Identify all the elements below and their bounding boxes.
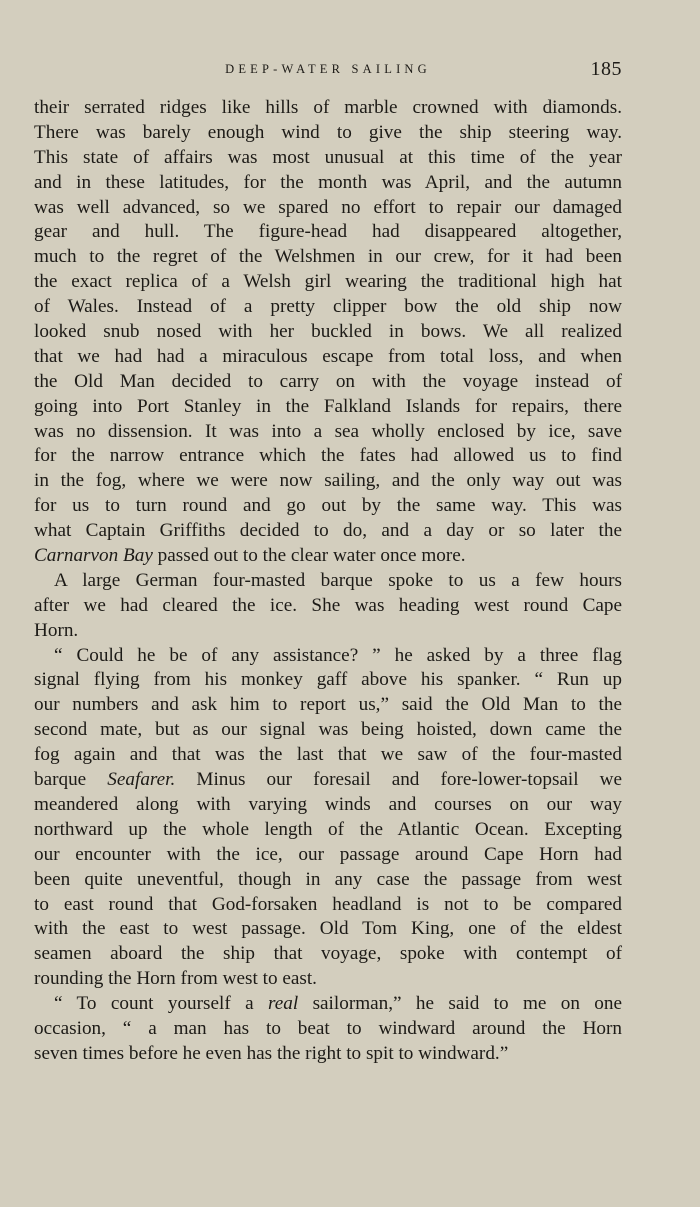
text-fragment: sailorman,” he said to me on one — [312, 993, 623, 1015]
text-line: was well advanced, so we spared no effort to repair our damaged — [34, 196, 622, 218]
text-line: and in these latitudes, for the month was April, and the autumn — [34, 171, 622, 193]
text-line — [34, 768, 622, 793]
text-line: much to the regret of the Welshmen in our crew, for it had been — [34, 246, 622, 268]
text-line: their serrated ridges like hills of marble crowned with diamonds. — [34, 97, 622, 118]
text-line: There was barely enough wind to give the ship steering way. — [34, 121, 622, 143]
text-fragment: “ To count yourself a — [54, 993, 254, 1015]
text-line — [34, 544, 622, 569]
text-fragment: barque — [34, 769, 87, 791]
text-line: fog again and that was the last that we saw of the four-masted — [34, 744, 622, 766]
text-line: to east round that God-forsaken headland is not to be compared — [34, 893, 622, 915]
text-line: second mate, but as our signal was being hoisted, down came the — [34, 719, 622, 741]
text-line: northward up the whole length of the Atlantic Ocean. Excepting — [34, 818, 622, 840]
text-fragment: passed out to the clear water once more. — [157, 545, 466, 567]
emphasis: real — [268, 993, 299, 1015]
text-line: been quite uneventful, though in any case the passage from west — [34, 868, 622, 890]
text-line — [34, 992, 622, 1017]
text-line: our numbers and ask him to report us,” said the Old Man to the — [34, 694, 622, 716]
page-number: 185 — [590, 58, 622, 80]
text-line: A large German four-masted barque spoke to us a few hours — [54, 569, 622, 591]
text-line: seven times before he even has the right to spit to windward.” — [34, 1042, 509, 1064]
text-line: looked snub nosed with her buckled in bows. We all realized — [34, 321, 622, 343]
text-line: meandered along with varying winds and courses on our way — [34, 793, 622, 815]
ship-name: Carnarvon Bay — [34, 545, 153, 567]
body-text — [34, 96, 622, 1067]
text-line: Horn. — [34, 619, 79, 641]
text-line: the Old Man decided to carry on with the voyage instead of — [34, 370, 622, 392]
text-line: seamen aboard the ship that voyage, spoke with contempt of — [34, 943, 622, 965]
text-line: for us to turn round and go out by the same way. This was — [34, 495, 622, 517]
ship-name: Seafarer. — [107, 769, 176, 791]
text-line: with the east to west passage. Old Tom King, one of the eldest — [34, 918, 622, 940]
text-line: signal flying from his monkey gaff above his spanker. “ Run up — [34, 669, 622, 691]
text-line: going into Port Stanley in the Falkland Islands for repairs, there — [34, 395, 622, 417]
text-line: for the narrow entrance which the fates had allowed us to find — [34, 445, 622, 467]
running-title: DEEP-WATER SAILING — [225, 62, 431, 76]
text-fragment: Minus our foresail and fore-lower-topsail we — [196, 769, 623, 791]
text-line: rounding the Horn from west to east. — [34, 968, 317, 990]
text-line: “ Could he be of any assistance? ” he asked by a three flag — [54, 644, 622, 666]
text-line: our encounter with the ice, our passage around Cape Horn had — [34, 843, 622, 865]
text-line: of Wales. Instead of a pretty clipper bow the old ship now — [34, 296, 622, 318]
text-line: after we had cleared the ice. She was heading west round Cape — [34, 594, 622, 616]
text-line: in the fog, where we were now sailing, and the only way out was — [34, 470, 622, 492]
running-header — [34, 58, 622, 90]
text-line: occasion, “ a man has to beat to windward around the Horn — [34, 1017, 622, 1039]
text-line: This state of affairs was most unusual at this time of the year — [34, 146, 622, 168]
text-line: what Captain Griffiths decided to do, and a day or so later the — [34, 520, 622, 542]
text-line: was no dissension. It was into a sea wholly enclosed by ice, save — [34, 420, 622, 442]
book-page — [34, 58, 622, 1067]
text-line: that we had had a miraculous escape from total loss, and when — [34, 345, 622, 367]
text-line: the exact replica of a Welsh girl wearing the traditional high hat — [34, 271, 622, 293]
text-line: gear and hull. The figure-head had disappeared altogether, — [34, 221, 622, 243]
